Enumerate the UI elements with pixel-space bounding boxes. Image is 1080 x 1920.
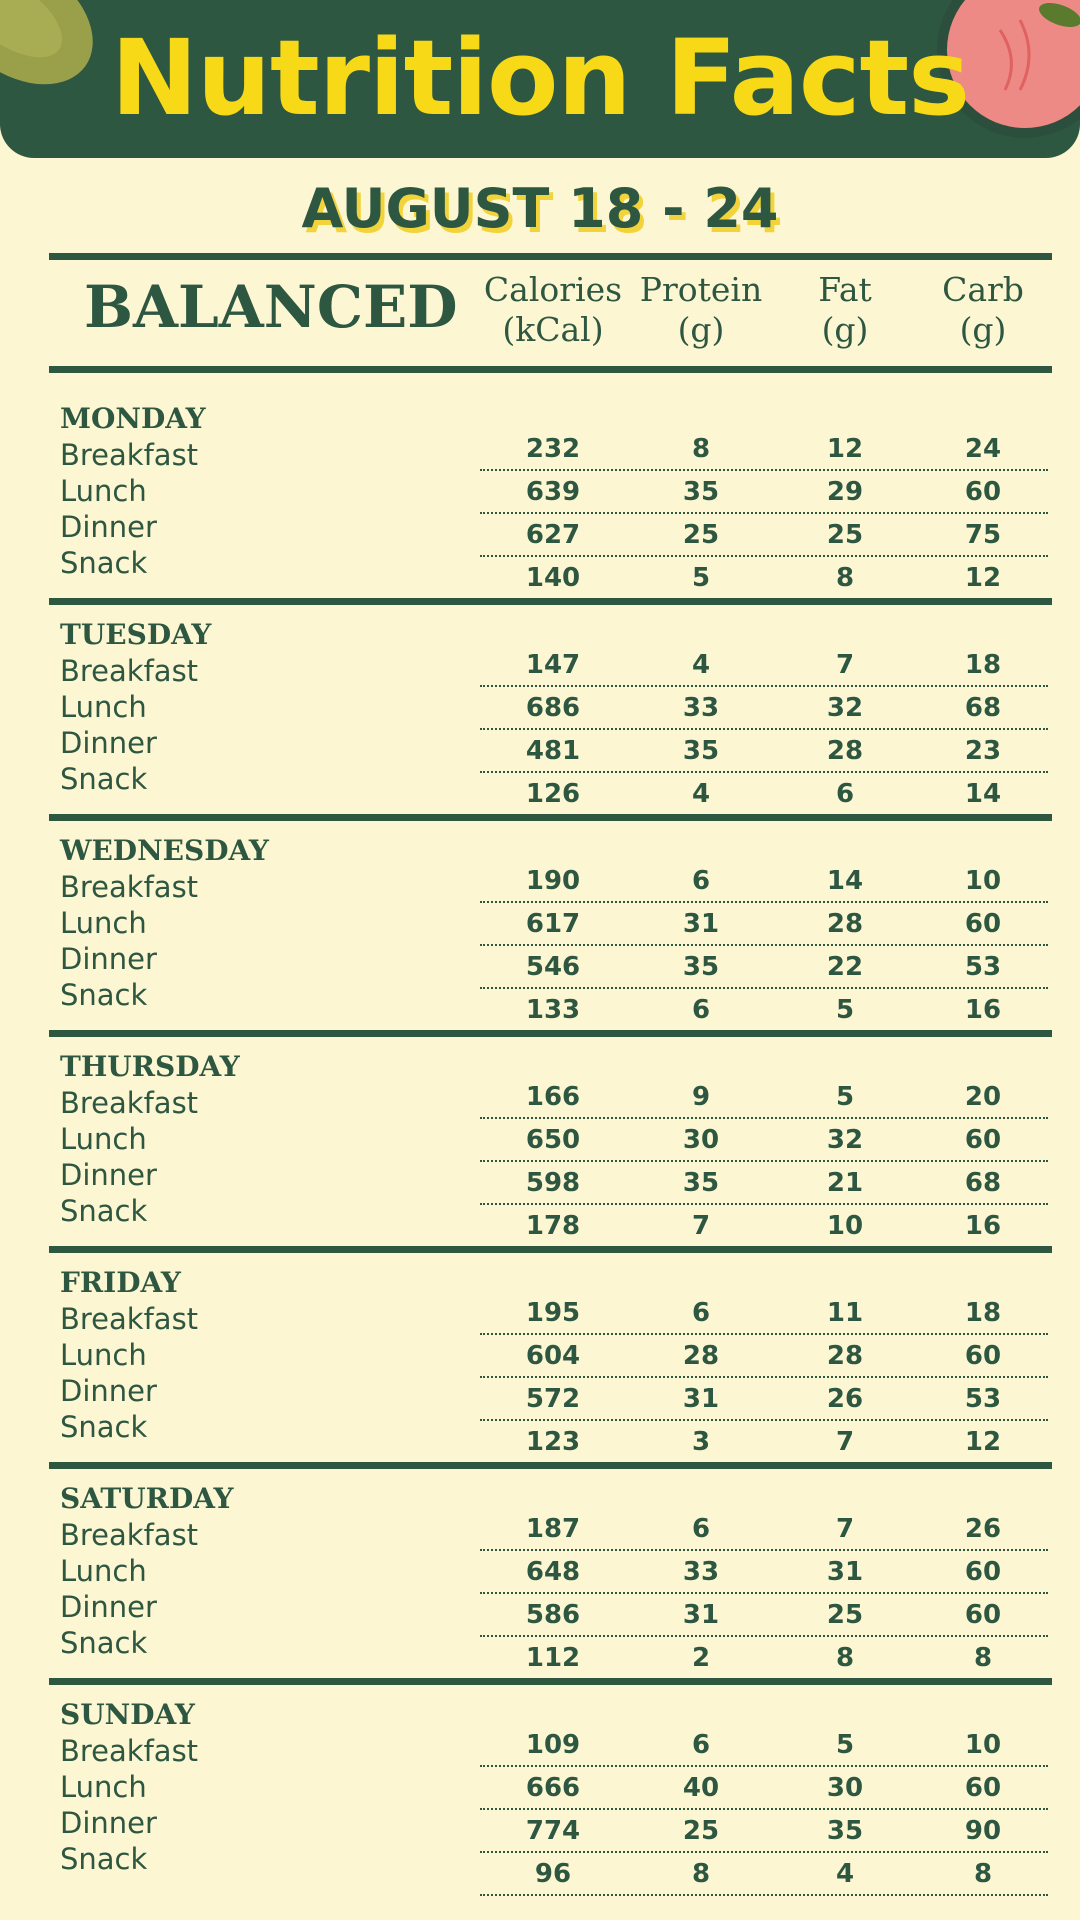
cell-fat: 6 (835, 779, 855, 809)
row-divider (480, 1765, 1048, 1767)
row-divider (480, 1160, 1048, 1162)
row-divider (480, 685, 1048, 687)
column-header-unit: (g) (959, 310, 1007, 349)
row-divider (480, 512, 1048, 514)
cell-protein: 6 (691, 1298, 711, 1328)
meal-label: Breakfast (60, 438, 199, 472)
cell-fat: 21 (826, 1168, 864, 1198)
row-divider (480, 1592, 1048, 1594)
meal-label: Snack (60, 546, 148, 580)
meal-label: Snack (60, 978, 148, 1012)
meal-label: Dinner (60, 1158, 157, 1192)
row-divider (480, 728, 1048, 730)
cell-carb: 90 (964, 1816, 1002, 1846)
cell-fat: 7 (835, 1427, 855, 1457)
cell-fat: 4 (835, 1859, 855, 1889)
cell-carb: 8 (973, 1643, 993, 1673)
column-header-line1: Fat (818, 270, 872, 309)
cell-protein: 28 (682, 1341, 720, 1371)
cell-fat: 29 (826, 477, 864, 507)
cell-carb: 53 (964, 952, 1002, 982)
cell-protein: 8 (691, 1859, 711, 1889)
cell-fat: 25 (826, 520, 864, 550)
cell-calories: 109 (525, 1730, 581, 1760)
cell-protein: 31 (682, 1384, 720, 1414)
meal-label: Snack (60, 1842, 148, 1876)
row-divider (480, 1808, 1048, 1810)
cell-fat: 25 (826, 1600, 864, 1630)
column-header-line1: Carb (942, 270, 1024, 309)
cell-calories: 481 (525, 736, 581, 766)
table-top-rule (49, 253, 1052, 260)
day-separator (49, 598, 1052, 605)
meal-label: Dinner (60, 1590, 157, 1624)
cell-protein: 4 (691, 779, 711, 809)
cell-calories: 627 (525, 520, 581, 550)
day-label-monday: MONDAY (60, 402, 206, 435)
cell-protein: 4 (691, 650, 711, 680)
row-divider (480, 1203, 1048, 1205)
cell-carb: 16 (964, 1211, 1002, 1241)
day-label-wednesday: WEDNESDAY (60, 834, 269, 867)
cell-fat: 7 (835, 1514, 855, 1544)
cell-fat: 32 (826, 693, 864, 723)
cell-calories: 650 (525, 1125, 581, 1155)
meal-label: Lunch (60, 690, 147, 724)
day-separator (49, 814, 1052, 821)
row-divider (480, 771, 1048, 773)
meal-label: Snack (60, 1626, 148, 1660)
cell-carb: 18 (964, 1298, 1002, 1328)
meal-label: Snack (60, 1194, 148, 1228)
cell-protein: 2 (691, 1643, 711, 1673)
cell-protein: 30 (682, 1125, 720, 1155)
cell-carb: 53 (964, 1384, 1002, 1414)
cell-fat: 7 (835, 650, 855, 680)
row-divider (480, 1851, 1048, 1853)
cell-calories: 195 (525, 1298, 581, 1328)
row-divider (480, 1635, 1048, 1637)
meal-label: Dinner (60, 1374, 157, 1408)
cell-calories: 112 (525, 1643, 581, 1673)
plan-label: BALANCED (84, 273, 458, 341)
cell-calories: 140 (525, 563, 581, 593)
meal-label: Lunch (60, 1770, 147, 1804)
day-separator (49, 1462, 1052, 1469)
cell-fat: 14 (826, 866, 864, 896)
cell-fat: 26 (826, 1384, 864, 1414)
cell-fat: 8 (835, 1643, 855, 1673)
cell-calories: 572 (525, 1384, 581, 1414)
cell-protein: 6 (691, 995, 711, 1025)
cell-carb: 68 (964, 693, 1002, 723)
cell-carb: 60 (964, 477, 1002, 507)
cell-calories: 774 (525, 1816, 581, 1846)
cell-calories: 147 (525, 650, 581, 680)
cell-protein: 31 (682, 1600, 720, 1630)
cell-carb: 12 (964, 1427, 1002, 1457)
cell-carb: 8 (973, 1859, 993, 1889)
meal-label: Lunch (60, 474, 147, 508)
row-divider (480, 1117, 1048, 1119)
cell-carb: 20 (964, 1082, 1002, 1112)
column-header-unit: (g) (677, 310, 725, 349)
day-label-friday: FRIDAY (60, 1266, 181, 1299)
column-header-protein (626, 270, 776, 350)
cell-protein: 35 (682, 736, 720, 766)
row-divider (480, 1419, 1048, 1421)
row-divider (480, 944, 1048, 946)
row-divider (480, 469, 1048, 471)
row-divider (480, 987, 1048, 989)
cell-protein: 6 (691, 866, 711, 896)
column-header-carb (908, 270, 1058, 350)
cell-protein: 33 (682, 1557, 720, 1587)
cell-fat: 10 (826, 1211, 864, 1241)
cell-carb: 14 (964, 779, 1002, 809)
cell-protein: 31 (682, 909, 720, 939)
cell-carb: 18 (964, 650, 1002, 680)
cell-carb: 16 (964, 995, 1002, 1025)
day-separator (49, 1030, 1052, 1037)
cell-calories: 686 (525, 693, 581, 723)
cell-fat: 28 (826, 1341, 864, 1371)
row-divider (480, 1333, 1048, 1335)
cell-calories: 232 (525, 434, 581, 464)
header-banner (0, 0, 1080, 158)
cell-carb: 24 (964, 434, 1002, 464)
cell-fat: 28 (826, 909, 864, 939)
cell-carb: 60 (964, 1341, 1002, 1371)
page-title: Nutrition Facts (110, 17, 970, 139)
row-divider (480, 1894, 1048, 1896)
meal-label: Breakfast (60, 654, 199, 688)
cell-protein: 5 (691, 563, 711, 593)
cell-protein: 25 (682, 520, 720, 550)
cell-fat: 30 (826, 1773, 864, 1803)
day-label-thursday: THURSDAY (60, 1050, 240, 1083)
meal-label: Breakfast (60, 870, 199, 904)
row-divider (480, 901, 1048, 903)
cell-carb: 23 (964, 736, 1002, 766)
meal-label: Lunch (60, 1338, 147, 1372)
day-label-sunday: SUNDAY (60, 1698, 195, 1731)
cell-calories: 166 (525, 1082, 581, 1112)
cell-calories: 586 (525, 1600, 581, 1630)
cell-calories: 187 (525, 1514, 581, 1544)
day-separator (49, 1678, 1052, 1685)
cell-fat: 12 (826, 434, 864, 464)
meal-label: Snack (60, 1410, 148, 1444)
meal-label: Dinner (60, 1806, 157, 1840)
cell-fat: 8 (835, 563, 855, 593)
meal-label: Snack (60, 762, 148, 796)
meal-label: Dinner (60, 510, 157, 544)
meal-label: Lunch (60, 1554, 147, 1588)
cell-protein: 35 (682, 952, 720, 982)
cell-protein: 25 (682, 1816, 720, 1846)
cell-calories: 639 (525, 477, 581, 507)
meal-label: Lunch (60, 906, 147, 940)
cell-protein: 35 (682, 1168, 720, 1198)
column-header-line1: Protein (639, 270, 763, 309)
cell-protein: 3 (691, 1427, 711, 1457)
cell-fat: 28 (826, 736, 864, 766)
cell-calories: 178 (525, 1211, 581, 1241)
cell-protein: 35 (682, 477, 720, 507)
cell-carb: 26 (964, 1514, 1002, 1544)
cell-fat: 5 (835, 1730, 855, 1760)
table-header-rule (49, 366, 1052, 373)
cell-calories: 648 (525, 1557, 581, 1587)
cell-fat: 5 (835, 1082, 855, 1112)
column-header-calories (478, 270, 628, 350)
meal-label: Breakfast (60, 1302, 199, 1336)
column-header-unit: (g) (821, 310, 869, 349)
meal-label: Breakfast (60, 1086, 199, 1120)
cell-carb: 10 (964, 1730, 1002, 1760)
cell-fat: 35 (826, 1816, 864, 1846)
cell-protein: 7 (691, 1211, 711, 1241)
cell-carb: 60 (964, 1125, 1002, 1155)
cell-protein: 9 (691, 1082, 711, 1112)
cell-carb: 60 (964, 1600, 1002, 1630)
cell-carb: 12 (964, 563, 1002, 593)
cell-protein: 40 (682, 1773, 720, 1803)
cell-calories: 123 (525, 1427, 581, 1457)
cell-fat: 22 (826, 952, 864, 982)
cell-fat: 32 (826, 1125, 864, 1155)
date-range: AUGUST 18 - 24 (301, 177, 779, 240)
cell-carb: 10 (964, 866, 1002, 896)
cell-fat: 31 (826, 1557, 864, 1587)
cell-carb: 60 (964, 909, 1002, 939)
cell-carb: 60 (964, 1557, 1002, 1587)
cell-carb: 68 (964, 1168, 1002, 1198)
meal-label: Lunch (60, 1122, 147, 1156)
day-label-saturday: SATURDAY (60, 1482, 234, 1515)
meal-label: Breakfast (60, 1734, 199, 1768)
cell-calories: 190 (525, 866, 581, 896)
cell-carb: 75 (964, 520, 1002, 550)
column-header-line1: Calories (483, 270, 623, 309)
cell-protein: 33 (682, 693, 720, 723)
meal-label: Dinner (60, 942, 157, 976)
day-separator (49, 1246, 1052, 1253)
cell-calories: 96 (534, 1859, 572, 1889)
cell-calories: 546 (525, 952, 581, 982)
cell-protein: 8 (691, 434, 711, 464)
row-divider (480, 1376, 1048, 1378)
cell-carb: 60 (964, 1773, 1002, 1803)
cell-calories: 598 (525, 1168, 581, 1198)
cell-calories: 126 (525, 779, 581, 809)
cell-fat: 11 (826, 1298, 864, 1328)
cell-calories: 604 (525, 1341, 581, 1371)
cell-calories: 133 (525, 995, 581, 1025)
day-label-tuesday: TUESDAY (60, 618, 212, 651)
cell-calories: 666 (525, 1773, 581, 1803)
cell-calories: 617 (525, 909, 581, 939)
cell-protein: 6 (691, 1514, 711, 1544)
column-header-unit: (kCal) (502, 310, 604, 349)
cell-protein: 6 (691, 1730, 711, 1760)
column-header-fat (770, 270, 920, 350)
meal-label: Dinner (60, 726, 157, 760)
row-divider (480, 555, 1048, 557)
meal-label: Breakfast (60, 1518, 199, 1552)
cell-fat: 5 (835, 995, 855, 1025)
row-divider (480, 1549, 1048, 1551)
